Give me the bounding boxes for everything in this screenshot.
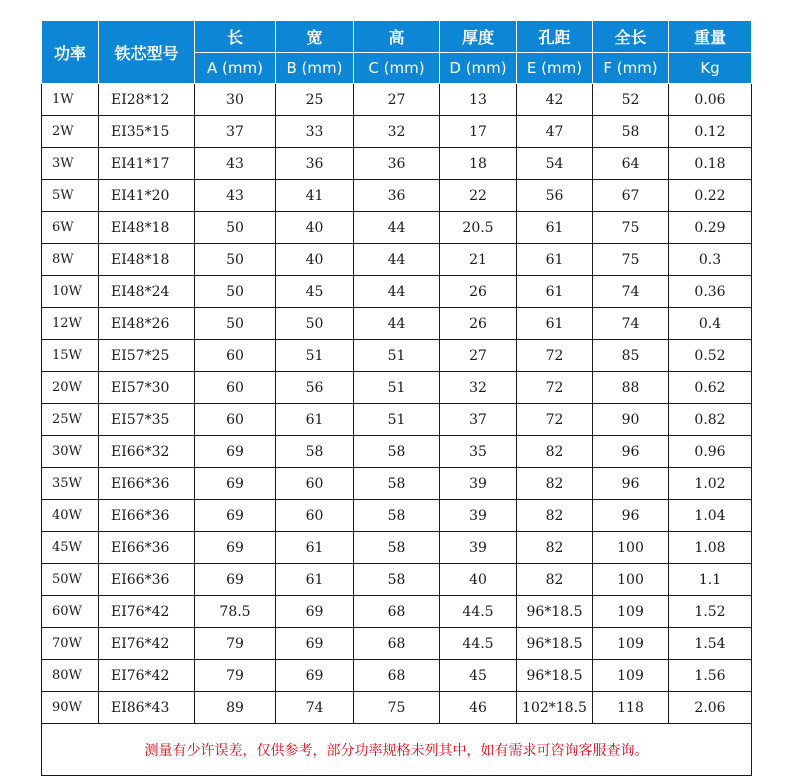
header-hole-pitch-unit: E (mm)	[517, 53, 593, 84]
table-cell: EI48*18	[99, 212, 195, 244]
header-height: 高	[354, 21, 440, 53]
table-cell: 69	[195, 564, 276, 596]
table-cell: 0.29	[669, 212, 752, 244]
table-cell: 69	[195, 468, 276, 500]
table-cell: 0.4	[669, 308, 752, 340]
table-cell: 82	[517, 564, 593, 596]
table-cell: 25W	[42, 404, 99, 436]
header-length: 长	[195, 21, 276, 53]
table-row	[42, 468, 752, 500]
table-cell: 69	[195, 436, 276, 468]
table-cell: 82	[517, 500, 593, 532]
table-cell: 3W	[42, 148, 99, 180]
table-cell: 80W	[42, 660, 99, 692]
table-cell: 89	[195, 692, 276, 724]
header-thickness-unit: D (mm)	[440, 53, 517, 84]
table-cell: 61	[517, 244, 593, 276]
table-cell: 60	[276, 468, 354, 500]
table-cell: 109	[593, 596, 669, 628]
table-cell: 22	[440, 180, 517, 212]
table-cell: 60	[195, 372, 276, 404]
header-weight: 重量	[669, 21, 752, 53]
table-cell: 50	[195, 244, 276, 276]
table-cell: 32	[440, 372, 517, 404]
table-cell: 56	[276, 372, 354, 404]
table-cell: 68	[354, 596, 440, 628]
table-cell: 0.62	[669, 372, 752, 404]
table-cell: 58	[593, 116, 669, 148]
table-cell: 44	[354, 212, 440, 244]
table-cell: EI41*17	[99, 148, 195, 180]
header-total-length-unit: F (mm)	[593, 53, 669, 84]
table-cell: 72	[517, 340, 593, 372]
table-cell: 12W	[42, 308, 99, 340]
table-cell: 90	[593, 404, 669, 436]
table-cell: 8W	[42, 244, 99, 276]
header-weight-unit: Kg	[669, 53, 752, 84]
header-length-unit: A (mm)	[195, 53, 276, 84]
table-cell: 39	[440, 532, 517, 564]
table-cell: 50	[276, 308, 354, 340]
table-cell: 0.36	[669, 276, 752, 308]
header-thickness: 厚度	[440, 21, 517, 53]
table-cell: EI66*36	[99, 532, 195, 564]
table-cell: EI35*15	[99, 116, 195, 148]
table-cell: 69	[195, 532, 276, 564]
table-cell: 45W	[42, 532, 99, 564]
table-cell: 51	[354, 372, 440, 404]
table-cell: 46	[440, 692, 517, 724]
table-cell: 1.02	[669, 468, 752, 500]
table-cell: 88	[593, 372, 669, 404]
table-cell: 118	[593, 692, 669, 724]
table-row	[42, 628, 752, 660]
table-cell: 50W	[42, 564, 99, 596]
table-cell: 96*18.5	[517, 660, 593, 692]
table-cell: 74	[593, 308, 669, 340]
table-row	[42, 212, 752, 244]
table-cell: 33	[276, 116, 354, 148]
table-cell: 36	[354, 180, 440, 212]
table-row	[42, 84, 752, 116]
table-cell: 15W	[42, 340, 99, 372]
table-cell: 82	[517, 436, 593, 468]
table-cell: 21	[440, 244, 517, 276]
table-cell: 109	[593, 628, 669, 660]
table-cell: EI66*36	[99, 564, 195, 596]
table-cell: 61	[517, 308, 593, 340]
table-cell: 37	[195, 116, 276, 148]
table-cell: 36	[354, 148, 440, 180]
table-row	[42, 436, 752, 468]
table-cell: 26	[440, 276, 517, 308]
table-cell: 50	[195, 276, 276, 308]
table-cell: 10W	[42, 276, 99, 308]
table-cell: 72	[517, 372, 593, 404]
table-cell: 72	[517, 404, 593, 436]
table-cell: EI66*36	[99, 500, 195, 532]
table-cell: 1.56	[669, 660, 752, 692]
table-cell: 79	[195, 660, 276, 692]
table-cell: 85	[593, 340, 669, 372]
table-cell: 32	[354, 116, 440, 148]
table-cell: 96*18.5	[517, 596, 593, 628]
table-cell: 5W	[42, 180, 99, 212]
table-cell: 1W	[42, 84, 99, 116]
table-cell: 25	[276, 84, 354, 116]
table-cell: 58	[354, 500, 440, 532]
table-row	[42, 564, 752, 596]
table-cell: 44	[354, 244, 440, 276]
table-cell: 69	[276, 596, 354, 628]
table-cell: 58	[354, 532, 440, 564]
table-cell: 42	[517, 84, 593, 116]
table-cell: 2W	[42, 116, 99, 148]
table-cell: EI76*42	[99, 596, 195, 628]
table-row	[42, 532, 752, 564]
table-cell: 20W	[42, 372, 99, 404]
table-cell: 68	[354, 628, 440, 660]
table-cell: 96*18.5	[517, 628, 593, 660]
table-cell: 50	[195, 308, 276, 340]
table-cell: 1.1	[669, 564, 752, 596]
table-cell: 96	[593, 436, 669, 468]
table-cell: 26	[440, 308, 517, 340]
table-cell: 69	[276, 660, 354, 692]
table-cell: 30	[195, 84, 276, 116]
table-cell: 79	[195, 628, 276, 660]
table-cell: 60W	[42, 596, 99, 628]
table-row	[42, 116, 752, 148]
table-cell: EI57*25	[99, 340, 195, 372]
table-cell: EI48*18	[99, 244, 195, 276]
table-cell: 75	[593, 244, 669, 276]
header-width: 宽	[276, 21, 354, 53]
table-cell: EI57*35	[99, 404, 195, 436]
table-cell: 78.5	[195, 596, 276, 628]
table-cell: 0.96	[669, 436, 752, 468]
table-cell: 0.12	[669, 116, 752, 148]
table-cell: 43	[195, 148, 276, 180]
table-cell: 82	[517, 532, 593, 564]
table-cell: EI76*42	[99, 628, 195, 660]
table-cell: EI41*20	[99, 180, 195, 212]
table-cell: 13	[440, 84, 517, 116]
table-cell: 0.18	[669, 148, 752, 180]
table-cell: EI66*32	[99, 436, 195, 468]
table-cell: 100	[593, 564, 669, 596]
table-cell: 69	[276, 628, 354, 660]
table-cell: 1.04	[669, 500, 752, 532]
table-cell: 41	[276, 180, 354, 212]
table-cell: 69	[195, 500, 276, 532]
table-cell: EI57*30	[99, 372, 195, 404]
header-hole-pitch: 孔距	[517, 21, 593, 53]
table-cell: 68	[354, 660, 440, 692]
table-cell: EI48*24	[99, 276, 195, 308]
table-cell: 60	[276, 500, 354, 532]
table-cell: 1.52	[669, 596, 752, 628]
table-cell: 40	[276, 212, 354, 244]
table-row	[42, 180, 752, 212]
table-row	[42, 372, 752, 404]
table-cell: 67	[593, 180, 669, 212]
table-row	[42, 404, 752, 436]
table-cell: EI48*26	[99, 308, 195, 340]
table-cell: 50	[195, 212, 276, 244]
table-cell: 60	[195, 404, 276, 436]
table-cell: 56	[517, 180, 593, 212]
table-header	[42, 21, 752, 84]
table-cell: 61	[276, 532, 354, 564]
table-row	[42, 596, 752, 628]
table-cell: 40	[440, 564, 517, 596]
table-cell: 0.52	[669, 340, 752, 372]
table-body	[42, 84, 752, 724]
table-cell: 35	[440, 436, 517, 468]
table-cell: 45	[276, 276, 354, 308]
table-cell: 58	[354, 564, 440, 596]
table-row	[42, 340, 752, 372]
table-cell: 100	[593, 532, 669, 564]
table-cell: 1.54	[669, 628, 752, 660]
table-cell: 44	[354, 276, 440, 308]
table-cell: 27	[354, 84, 440, 116]
table-cell: 61	[517, 212, 593, 244]
table-cell: 45	[440, 660, 517, 692]
table-cell: 44.5	[440, 628, 517, 660]
table-cell: 96	[593, 468, 669, 500]
footer-note: 测量有少许误差，仅供参考，部分功率规格未列其中，如有需求可咨询客服查询。	[42, 724, 752, 776]
table-cell: 40	[276, 244, 354, 276]
table-row	[42, 308, 752, 340]
table-cell: 90W	[42, 692, 99, 724]
table-row	[42, 660, 752, 692]
table-cell: 0.82	[669, 404, 752, 436]
table-cell: EI76*42	[99, 660, 195, 692]
header-height-unit: C (mm)	[354, 53, 440, 84]
table-cell: 18	[440, 148, 517, 180]
table-row	[42, 500, 752, 532]
table-cell: 58	[276, 436, 354, 468]
table-cell: 96	[593, 500, 669, 532]
header-total-length: 全长	[593, 21, 669, 53]
table-cell: 47	[517, 116, 593, 148]
table-cell: 102*18.5	[517, 692, 593, 724]
spec-table	[41, 20, 752, 776]
table-cell: 6W	[42, 212, 99, 244]
table-cell: 61	[276, 404, 354, 436]
table-cell: 44.5	[440, 596, 517, 628]
header-power: 功率	[42, 21, 99, 84]
table-cell: 61	[276, 564, 354, 596]
header-core-model: 铁芯型号	[99, 21, 195, 84]
table-cell: 0.22	[669, 180, 752, 212]
table-cell: 75	[593, 212, 669, 244]
table-cell: 40W	[42, 500, 99, 532]
table-cell: 82	[517, 468, 593, 500]
table-cell: 17	[440, 116, 517, 148]
table-cell: 60	[195, 340, 276, 372]
table-cell: 20.5	[440, 212, 517, 244]
table-cell: 58	[354, 436, 440, 468]
table-cell: 0.06	[669, 84, 752, 116]
table-cell: 39	[440, 468, 517, 500]
table-cell: 36	[276, 148, 354, 180]
header-width-unit: B (mm)	[276, 53, 354, 84]
table-cell: 52	[593, 84, 669, 116]
table-cell: 74	[593, 276, 669, 308]
table-cell: 30W	[42, 436, 99, 468]
table-cell: 37	[440, 404, 517, 436]
table-cell: EI86*43	[99, 692, 195, 724]
table-cell: 51	[354, 340, 440, 372]
table-cell: 75	[354, 692, 440, 724]
table-row	[42, 276, 752, 308]
table-cell: 109	[593, 660, 669, 692]
table-cell: 51	[354, 404, 440, 436]
table-cell: 2.06	[669, 692, 752, 724]
table-cell: 39	[440, 500, 517, 532]
table-cell: 74	[276, 692, 354, 724]
table-cell: 58	[354, 468, 440, 500]
table-cell: 64	[593, 148, 669, 180]
table-row	[42, 148, 752, 180]
table-cell: 35W	[42, 468, 99, 500]
table-cell: 51	[276, 340, 354, 372]
table-cell: 27	[440, 340, 517, 372]
table-cell: 61	[517, 276, 593, 308]
table-cell: 1.08	[669, 532, 752, 564]
table-cell: 44	[354, 308, 440, 340]
table-cell: 54	[517, 148, 593, 180]
table-cell: 70W	[42, 628, 99, 660]
table-cell: 43	[195, 180, 276, 212]
table-row	[42, 244, 752, 276]
table-row	[42, 692, 752, 724]
table-cell: EI28*12	[99, 84, 195, 116]
table-cell: 0.3	[669, 244, 752, 276]
table-cell: EI66*36	[99, 468, 195, 500]
